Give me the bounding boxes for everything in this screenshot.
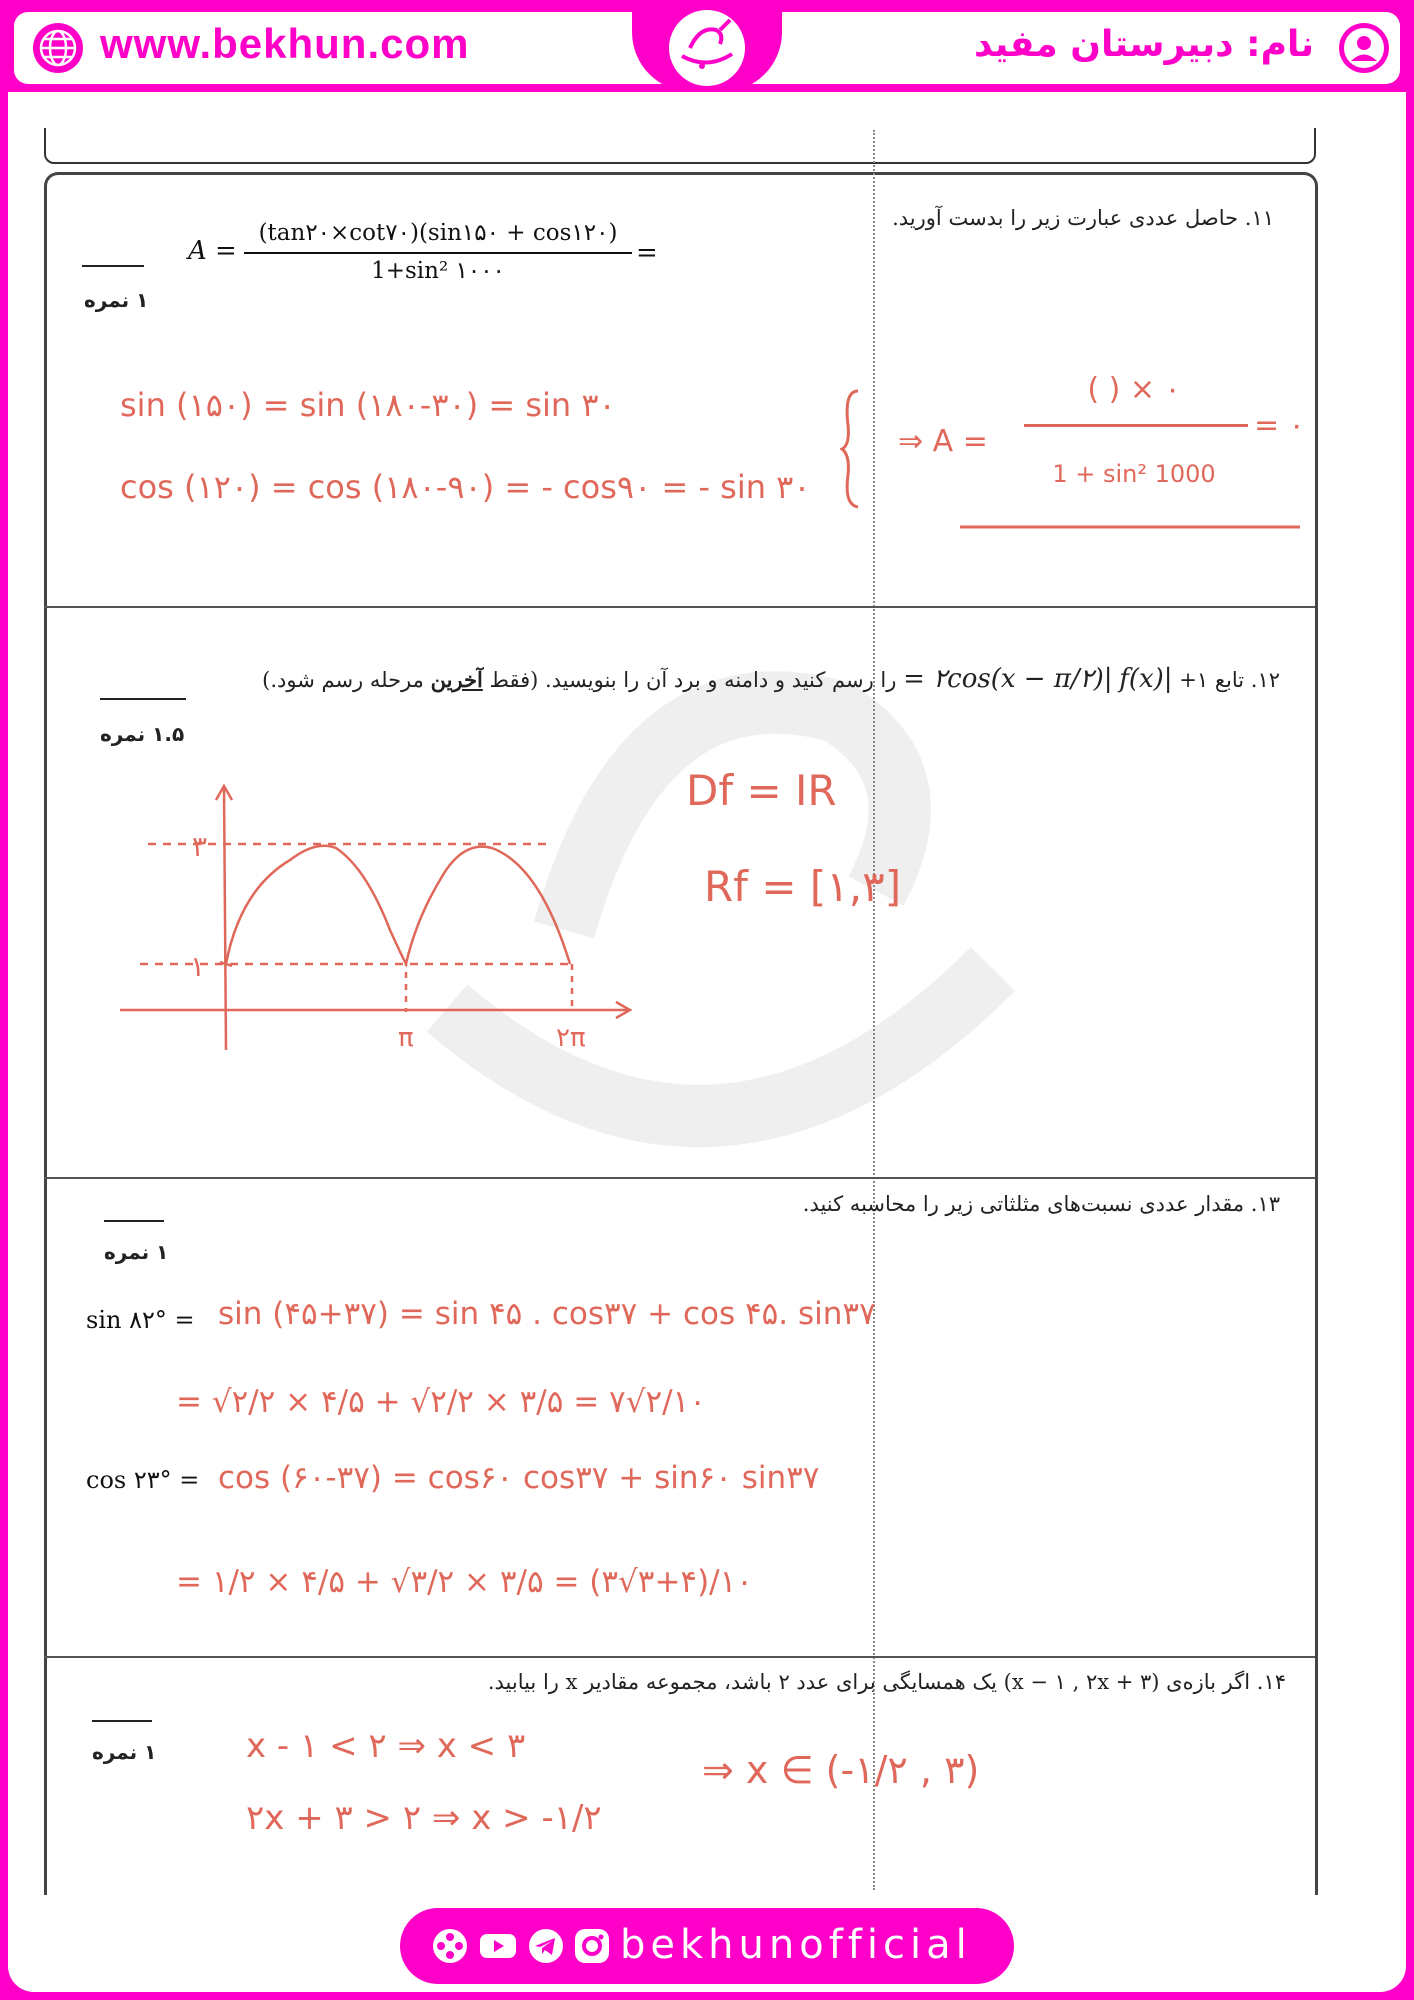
q11-formula-eq: = xyxy=(636,238,658,268)
q11-hw-result-eq: = ۰ xyxy=(1254,408,1305,443)
q11-hw-result-lhs: ⇒ A = xyxy=(898,424,988,459)
q12-formula: |۲cos(x − π/۲)| xyxy=(933,664,1173,694)
previous-page-strip xyxy=(44,128,1316,164)
divider-q11 xyxy=(44,606,1315,608)
q13-cos-label: cos ۲۳° = xyxy=(86,1466,200,1494)
q12-score-line xyxy=(100,698,186,700)
q13-text: ۱۳. مقدار عددی نسبت‌های مثلثاتی زیر را محاسبه کنید. xyxy=(802,1192,1280,1216)
q12-hw-graph xyxy=(100,780,640,1060)
q13-score-line xyxy=(104,1220,164,1222)
q11-formula-lhs: A = xyxy=(188,236,237,266)
q11-fraction-bar xyxy=(244,252,632,254)
q14-hw-line1: x - ۱ < ۲ ⇒ x < ۳ xyxy=(246,1726,526,1766)
site-url[interactable]: www.bekhun.com xyxy=(100,20,470,67)
q13-cos-hw2: = ۱/۲ × ۴/۵ + √۳/۲ × ۳/۵ = (۳√۳+۴)/۱۰ xyxy=(176,1564,753,1600)
q12-formula-lhs: f(x) = xyxy=(903,664,1164,694)
q11-text: ۱۱. حاصل عددی عبارت زیر را بدست آورید. xyxy=(892,206,1274,230)
q12-text-post: را رسم کنید و دامنه و برد آن را بنویسید. (فقط xyxy=(489,668,897,692)
q11-formula-denominator: 1+sin² ۱۰۰۰ xyxy=(371,258,505,284)
q12-graph-y-label-bottom: ۱ xyxy=(190,950,206,983)
q11-score: ۱ نمره xyxy=(84,288,149,312)
q14-text: ۱۴. اگر بازه‌ی (x − ۱ , ۲x + ۳) یک همسایگی برای عدد ۲ باشد، مجموعه مقادیر x را بیابید. xyxy=(487,1670,1286,1694)
q12-graph-y-label-top: ۳ xyxy=(192,830,208,863)
bekhun-logo-icon xyxy=(660,8,754,88)
q11-hw-result-numerator: ( ) × ۰ xyxy=(1087,372,1181,407)
q12-text-bold: آخرین xyxy=(430,667,483,692)
q14-score-line xyxy=(92,1720,152,1722)
q14-hw-line2: ۲x + ۳ > ۲ ⇒ x > -۱/۲ xyxy=(246,1798,602,1838)
footer-handle[interactable]: bekhunofficial xyxy=(620,1922,972,1968)
youtube-icon[interactable] xyxy=(478,1926,518,1966)
q13-cos-hw1: cos (۶۰-۳۷) = cos۶۰ cos۳۷ + sin۶۰ sin۳۷ xyxy=(218,1460,820,1496)
q11-formula-numerator: (tan۲۰×cot۷۰)(sin۱۵۰ + cos۱۲۰) xyxy=(258,220,618,246)
q14-hw-result: ⇒ x ∈ (-۱/۲ , ۳) xyxy=(702,1748,980,1792)
school-name: نام: دبیرستان مفید xyxy=(974,24,1314,65)
divider-q13 xyxy=(44,1656,1315,1658)
q13-sin-label: sin ۸۲° = xyxy=(86,1306,195,1334)
divider-q12 xyxy=(44,1177,1315,1179)
q12-hw-domain: Df = IR xyxy=(686,766,837,815)
q11-hw-line2: cos (۱۲۰) = cos (۱۸۰-۹۰) = - cos۹۰ = - sin ۳۰ xyxy=(120,468,811,506)
q13-sin-hw2: = √۲/۲ × ۴/۵ + √۲/۲ × ۳/۵ = ۷√۲/۱۰ xyxy=(176,1384,706,1420)
q11-hw-result-bar xyxy=(1024,424,1248,427)
q13-score: ۱ نمره xyxy=(104,1240,169,1264)
q12-hw-range: Rf = [۱,۳] xyxy=(704,862,902,911)
q14-score: ۱ نمره xyxy=(92,1740,157,1764)
q12-text-end: مرحله رسم شود.) xyxy=(262,668,424,692)
globe-icon xyxy=(30,20,86,76)
q11-hw-line1: sin (۱۵۰) = sin (۱۸۰-۳۰) = sin ۳۰ xyxy=(120,386,616,424)
q13-sin-hw1: sin (۴۵+۳۷) = sin ۴۵ . cos۳۷ + cos ۴۵. sin۳۷ xyxy=(218,1296,876,1332)
q11-score-line xyxy=(82,265,144,267)
telegram-icon[interactable] xyxy=(526,1926,566,1966)
q12-text-pre: ۱۲. تابع ۱+ xyxy=(1179,668,1280,692)
user-icon xyxy=(1336,20,1392,76)
q12-graph-x-label-2pi: ۲π xyxy=(556,1023,586,1053)
q12-score: ۱.۵ نمره xyxy=(100,722,185,746)
q11-hw-result-denominator: 1 + sin² 1000 xyxy=(1052,460,1216,488)
instagram-icon[interactable] xyxy=(572,1926,612,1966)
aparat-icon[interactable] xyxy=(430,1926,470,1966)
q12-graph-x-label-pi: π xyxy=(398,1023,414,1053)
q12-text xyxy=(262,664,1280,694)
